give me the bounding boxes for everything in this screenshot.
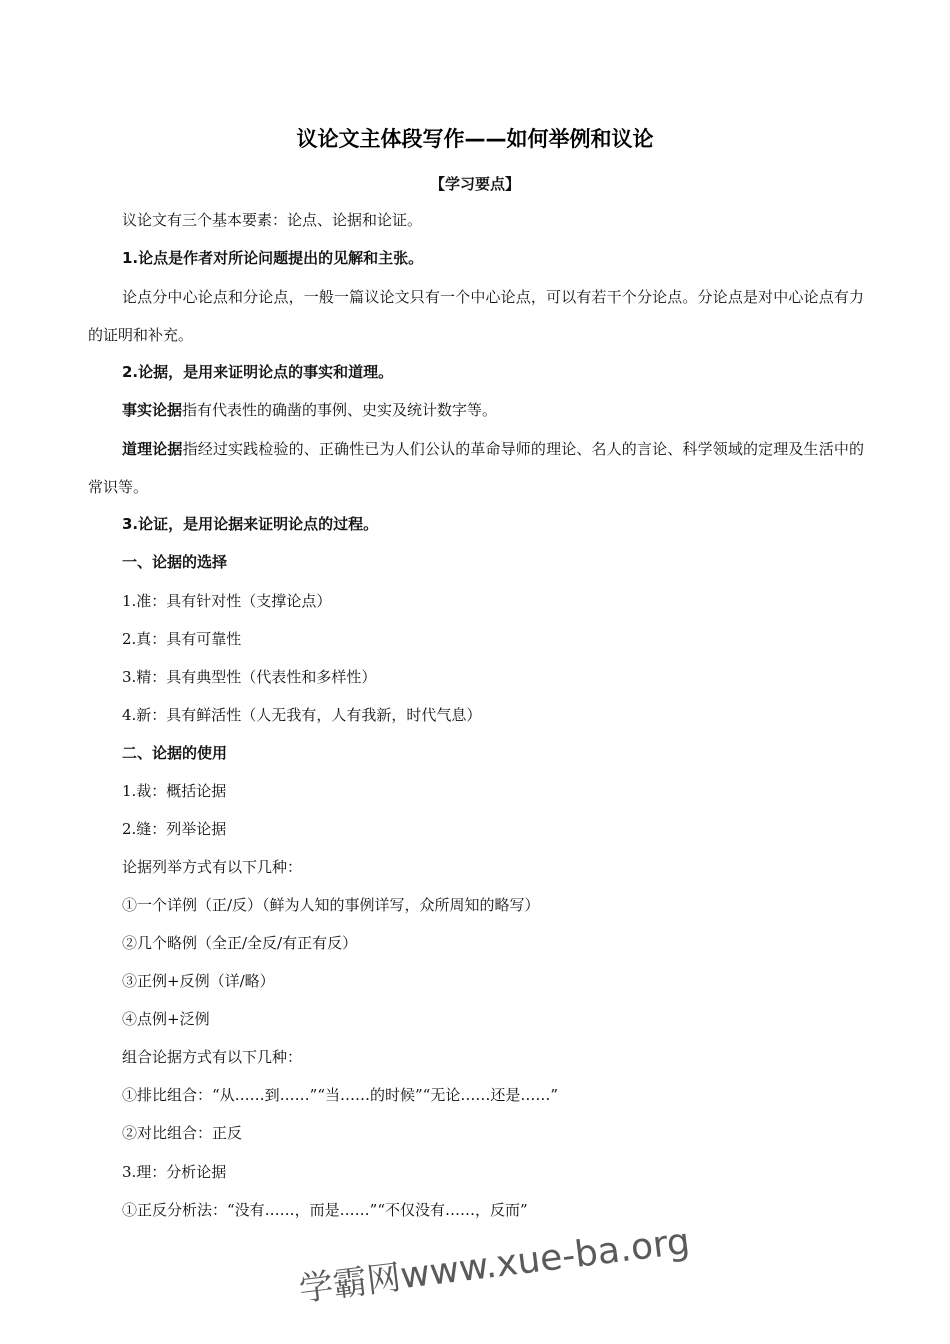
- document-title: 议论文主体段写作——如何举例和议论: [296, 127, 654, 151]
- list-item: 2.真：具有可靠性: [122, 630, 242, 648]
- fact-evidence-desc: 指有代表性的确凿的事例、史实及统计数字等。: [182, 401, 498, 419]
- fact-evidence-term: 事实论据: [122, 401, 183, 419]
- list-item: ③正例+反例（详/略）: [122, 972, 275, 990]
- list-item: ②几个略例（全正/全反/有正有反）: [122, 934, 358, 952]
- list-methods-intro: 论据列举方式有以下几种：: [122, 858, 303, 876]
- list-item: 2.缝：列举论据: [122, 820, 227, 838]
- list-item: ①正反分析法：“没有……，而是……”“不仅没有……，反而”: [122, 1201, 528, 1219]
- list-item: 4.新：具有鲜活性（人无我有，人有我新，时代气息）: [122, 706, 482, 724]
- list-item: ①一个详例（正/反）（鲜为人知的事例详写，众所周知的略写）: [122, 896, 540, 914]
- section2-heading: 二、论据的使用: [122, 744, 228, 762]
- list-item: 3.精：具有典型性（代表性和多样性）: [122, 668, 377, 686]
- section1-heading: 一、论据的选择: [122, 553, 228, 571]
- list-item: 1.准：具有针对性（支撑论点）: [122, 592, 332, 610]
- point1-heading: 1.论点是作者对所论问题提出的见解和主张。: [122, 249, 424, 267]
- watermark: [296, 1216, 693, 1332]
- list-item: ①排比组合：“从……到……”“当……的时候”“无论……还是……”: [122, 1086, 559, 1104]
- list-item: 3.理：分析论据: [122, 1163, 227, 1181]
- list-item: ④点例+泛例: [122, 1010, 210, 1028]
- watermark-url: www.xue-ba.org: [398, 1221, 693, 1298]
- list-item: ②对比组合：正反: [122, 1124, 243, 1142]
- reason-evidence-term: 道理论据: [122, 440, 183, 458]
- intro-text: 议论文有三个基本要素：论点、论据和论证。: [122, 211, 423, 229]
- list-item: 1.裁：概括论据: [122, 782, 227, 800]
- watermark-cn: 学霸网: [296, 1257, 404, 1310]
- learning-points-heading: 【学习要点】: [429, 175, 520, 193]
- point3-heading: 3.论证，是用论据来证明论点的过程。: [122, 515, 379, 533]
- reason-evidence-paragraph: [88, 430, 864, 506]
- point2-heading: 2.论据，是用来证明论点的事实和道理。: [122, 363, 394, 381]
- reason-evidence-desc: 指经过实践检验的、正确性已为人们公认的革命导师的理论、名人的言论、科学领域的定理及生活中的常识等。: [88, 440, 864, 496]
- fact-evidence-line: [122, 398, 497, 422]
- combine-methods-intro: 组合论据方式有以下几种：: [122, 1048, 303, 1066]
- point1-body: 论点分中心论点和分论点，一般一篇议论文只有一个中心论点，可以有若干个分论点。分论点是对中心论点有力的证明和补充。: [88, 288, 864, 344]
